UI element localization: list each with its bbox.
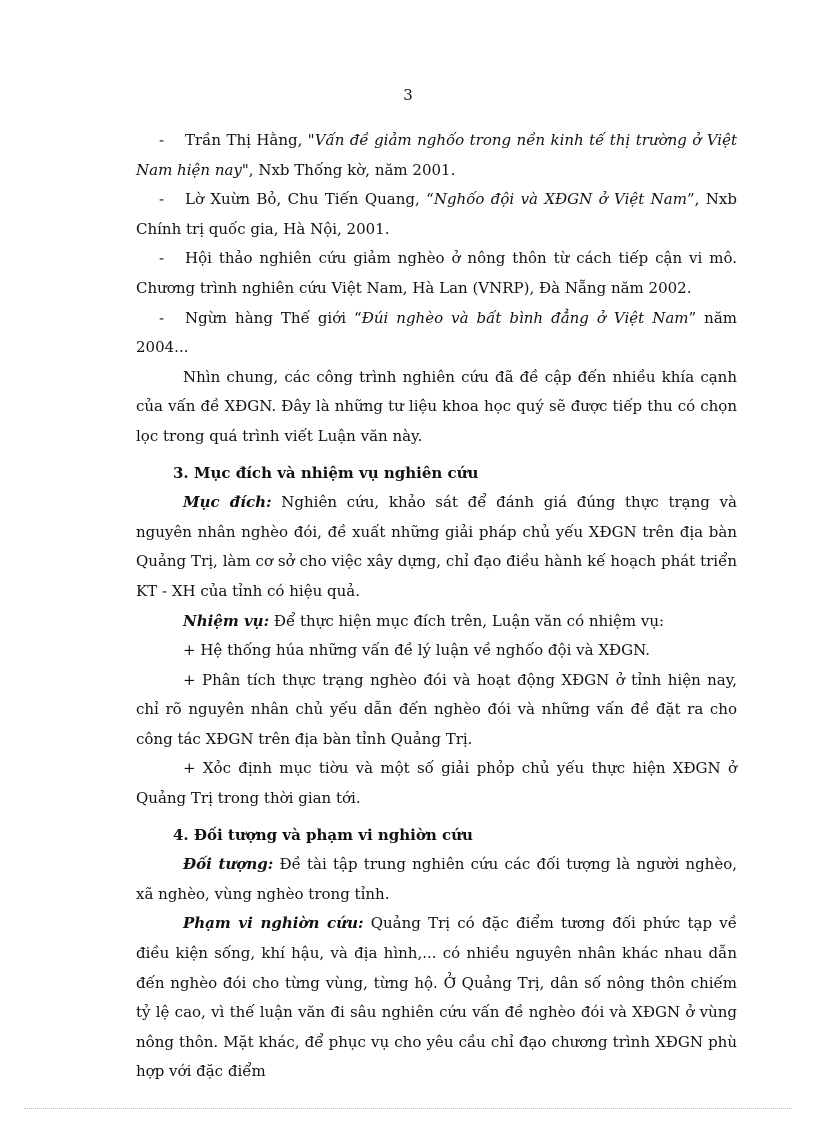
purpose-text: Nghiên cứu, khảo sát để đánh giá đúng thực trạng và nguyên nhân nghèo đói, đề xuất những giải pháp chủ yếu XĐGN trên địa bàn Quảng Trị, làm cơ sở cho việc xây dựng, chỉ đạo điều hành kế hoạch phát triển KT - XH của tỉnh có hiệu quả. — [136, 493, 737, 600]
reference-publisher: ” năm 2004... — [136, 308, 737, 357]
task-item: + Xỏc định mục tiờu và một số giải phỏp chủ yếu thực hiện XĐGN ở Quảng Trị trong thời gian tới. — [136, 759, 737, 808]
object-label: Đối tượng: — [183, 855, 274, 874]
task-item: + Phân tích thực trạng nghèo đói và hoạt động XĐGN ở tỉnh hiện nay, chỉ rõ nguyên nhân chủ yếu dẫn đến nghèo đói và những vấn đề đặt ra cho công tác XĐGN trên địa bàn tỉnh Quảng Trị. — [136, 670, 737, 748]
reference-title: Đúi nghèo và bất bình đẳng ở Việt Nam — [361, 308, 689, 327]
reference-text: Hội thảo nghiên cứu giảm nghèo ở nông thôn từ cách tiếp cận vi mô. Chương trình nghiên cứu Việt Nam, Hà Lan (VNRP), Đà Nẵng năm 2002. — [136, 249, 737, 297]
reference-item — [136, 185, 737, 244]
reference-title: Nghốo đội và XĐGN ở Việt Nam — [433, 190, 687, 209]
reference-publisher: ", Nxb Thống kờ, năm 2001. — [241, 160, 456, 179]
summary-paragraph: Nhìn chung, các công trình nghiên cứu đã đề cập đến nhiều khía cạnh của vấn đề XĐGN. Đây là những tư liệu khoa học quý sẽ được tiếp thu có chọn lọc trong quá trình viết Luận văn này. — [136, 367, 737, 445]
reference-item — [136, 244, 737, 303]
list-dash: - — [159, 131, 165, 149]
scope-label: Phạm vi nghiờn cứu: — [183, 914, 364, 933]
list-dash: - — [159, 308, 165, 327]
tasks-label: Nhiệm vụ: — [183, 611, 270, 630]
tasks-paragraph — [136, 607, 737, 637]
list-dash: - — [159, 190, 165, 209]
reference-item — [136, 126, 737, 185]
section-3-heading: 3. Mục đích và nhiệm vụ nghiên cứu — [173, 463, 479, 482]
reference-text: Trần Thị Hằng, " — [185, 131, 315, 149]
reference-text: Lờ Xuừn Bỏ, Chu Tiến Quang, “ — [185, 190, 434, 209]
reference-title: Vấn đề giảm nghốo trong nền kinh tế thị trường ở Việt Nam hiện nay — [136, 131, 738, 179]
list-dash: - — [159, 249, 165, 268]
reference-item — [136, 304, 737, 363]
page-number: 3 — [403, 86, 413, 104]
scope-text: Quảng Trị có đặc điểm tương đối phức tạp về điều kiện sống, khí hậu, và địa hình,... có nhiều nguyên nhân khác nhau dẫn đến nghèo đói cho từng vùng, từng hộ. Ở Quảng Trị, dân số nông thôn chiếm tỷ lệ cao, vì thế luận văn đi sâu nghiên cứu vấn đề nghèo đói và XĐGN ở vùng nông thôn. Mặt khác, để phục vụ cho yêu cầu chỉ đạo chương trình XĐGN phù hợp với đặc điểm — [136, 914, 737, 1081]
purpose-paragraph — [136, 488, 737, 606]
document-body — [136, 126, 737, 1087]
purpose-label: Mục đích: — [183, 493, 272, 512]
reference-publisher: ”, Nxb Chính trị quốc gia, Hà Nội, 2001. — [136, 190, 737, 238]
object-paragraph — [136, 850, 737, 909]
object-text: Đề tài tập trung nghiên cứu các đối tượng là người nghèo, xã nghèo, vùng nghèo trong tỉnh. — [136, 855, 738, 903]
page-bottom-divider — [24, 1108, 792, 1109]
tasks-text: Để thực hiện mục đích trên, Luận văn có nhiệm vụ: — [269, 611, 665, 630]
scope-paragraph — [136, 909, 737, 1087]
reference-text: Ngừn hàng Thế giới “ — [185, 308, 362, 327]
section-4-heading: 4. Đối tượng và phạm vi nghiờn cứu — [173, 825, 473, 844]
task-item: + Hệ thống húa những vấn đề lý luận về nghốo đội và XĐGN. — [183, 641, 651, 660]
